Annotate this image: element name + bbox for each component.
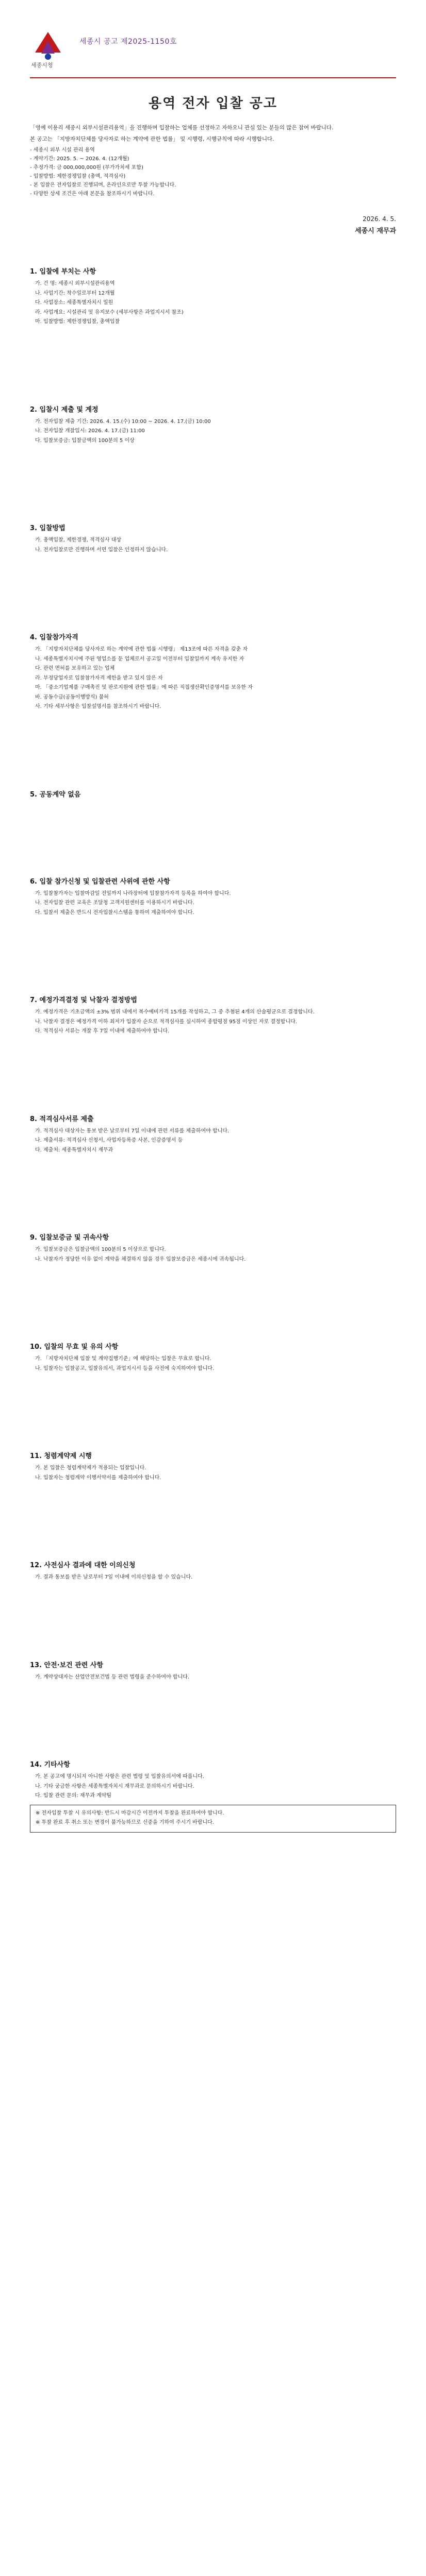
section: [30, 1450, 396, 1482]
section-item: 가. 「지방자치단체를 당사자로 하는 계약에 관한 법률 시행령」 제13조에 따른 자격을 갖춘 자: [35, 647, 248, 652]
section-item: 사. 기타 세부사항은 입찰설명서를 참조하시기 바랍니다.: [35, 704, 161, 709]
section-list: [30, 280, 396, 327]
notice-box-row: ※ 전자입찰 투찰 시 유의사항: 반드시 마감시간 이전까지 투찰을 완료하여야 합니다.: [36, 1810, 224, 1816]
section-item: 다. 관련 면허를 보유하고 있는 업체: [35, 666, 115, 671]
section-item: 가. 총액입찰, 제한경쟁, 적격심사 대상: [35, 537, 122, 543]
section-title: 13. 안전·보건 관련 사항: [30, 1661, 104, 1669]
section-title: 8. 적격심사서류 제출: [30, 1115, 94, 1123]
intro-item: - 다양한 상세 조건은 아래 본문을 참조하시기 바랍니다.: [30, 191, 155, 197]
section-item: 나. 전자입찰 관련 교육은 조달청 고객지원센터를 이용하시기 바랍니다.: [35, 900, 194, 906]
intro-paragraph-1: 「영예 이용리 세종시 외부시설관리용역」을 진행하며 입찰하는 업체를 선정하고 자하오니 관심 있는 분들의 많은 참여 바랍니다.: [30, 125, 334, 131]
section-item: 마. 「중소기업제품 구매촉진 및 판로지원에 관한 법률」에 따른 직접생산확인증명서를 보유한 자: [35, 685, 253, 690]
section-list: [30, 1773, 396, 1801]
section: [30, 1560, 396, 1582]
section-item: 가. 계약상대자는 산업안전보건법 등 관련 법령을 준수하여야 합니다.: [35, 1674, 190, 1680]
section-item: 나. 세종특별자치시에 주된 영업소를 둔 업체로서 공고일 이전부터 입찰일까지 계속 유지한 자: [35, 656, 244, 662]
notice-box-row: ※ 투찰 완료 후 취소 또는 변경이 불가능하므로 신중을 기하여 주시기 바랍니다.: [36, 1819, 214, 1825]
section-title: 4. 입찰참가자격: [30, 634, 78, 641]
section: [30, 994, 396, 1036]
section-item: 나. 낙찰자가 정당한 이유 없이 계약을 체결하지 않을 경우 입찰보증금은 세종시에 귀속됩니다.: [35, 1256, 246, 1262]
section-title: 3. 입찰방법: [30, 524, 65, 532]
section-title: 6. 입찰 참가신청 및 입찰관련 사위에 관한 사항: [30, 877, 170, 886]
intro-item: - 추정가격: 금 000,000,000원 (부가가치세 포함): [30, 165, 143, 171]
section: [30, 876, 396, 918]
intro: [30, 123, 396, 198]
notice-number: 세종시 공고 제2025-1150호: [79, 38, 177, 46]
section-item: 다. 입찰보증금: 입찰금액의 100분의 5 이상: [35, 437, 135, 444]
section: [30, 1113, 396, 1155]
section-item: 가. 예정가격은 기초금액의 ±3% 범위 내에서 복수예비가격 15개를 작성하고, 그 중 추첨된 4개의 산술평균으로 결정합니다.: [35, 1009, 315, 1015]
section-list: [30, 536, 396, 554]
section-list: [30, 1008, 396, 1036]
section-item: 가. 본 공고에 명시되지 아니한 사항은 관련 법령 및 입찰유의서에 따릅니다.: [35, 1774, 204, 1780]
section-item: 나. 기타 궁금한 사항은 세종특별자치시 재무과로 문의하시기 바랍니다.: [35, 1783, 194, 1789]
city-logo-icon: [30, 27, 66, 63]
section-item: 나. 사업기간: 착수일로부터 12개월: [35, 290, 115, 296]
section-item: 가. 결과 통보를 받은 날로부터 7일 이내에 이의신청을 할 수 있습니다.: [35, 1574, 193, 1580]
section: [30, 632, 396, 711]
page-title: 용역 전자 입찰 공고: [148, 96, 278, 111]
section: [30, 266, 396, 327]
intro-paragraph-2: 본 공고는 「지방자치단체를 당사자로 하는 계약에 관한 법률」 및 시행령, 시행규칙에 따라 시행합니다.: [30, 136, 274, 142]
section: [30, 522, 396, 554]
section-item: 가. 건 명: 세종시 외부시설관리용역: [35, 281, 115, 286]
intro-item: - 세종시 외부 시설 관리 용역: [30, 147, 95, 153]
intro-list: [30, 146, 396, 198]
sections-container: [30, 266, 396, 1801]
section-title: 9. 입찰보증금 및 귀속사항: [30, 1234, 109, 1242]
section-item: 다. 입찰서 제출은 반드시 전자입찰시스템을 통하여 제출하여야 합니다.: [35, 909, 194, 916]
section-list: [30, 1246, 396, 1264]
logo-label: 세종시청: [31, 62, 53, 69]
section: [30, 404, 396, 446]
section-item: 다. 제출처: 세종특별자치시 재무과: [35, 1147, 113, 1153]
section-list: [30, 890, 396, 918]
notice-date: 2026. 4. 5.: [363, 215, 396, 223]
section-list: [30, 1673, 396, 1682]
section: [30, 1232, 396, 1264]
section: [30, 1759, 396, 1801]
section-item: 다. 입찰 관련 문의: 재무과 계약팀: [35, 1793, 112, 1799]
section: [30, 1341, 396, 1373]
section: [30, 789, 396, 799]
section-item: 라. 사업개요: 시설관리 및 유지보수 (세부사항은 과업지시서 참조): [35, 309, 184, 315]
section-list: [30, 1127, 396, 1155]
section-item: 바. 공동수급(공동이행방식) 불허: [35, 694, 109, 700]
section-item: 나. 전자입찰로만 진행하며 서면 입찰은 인정하지 않습니다.: [35, 547, 168, 553]
section-item: 나. 입찰자는 청렴계약 이행서약서를 제출하여야 합니다.: [35, 1475, 161, 1481]
section-item: 가. 입찰참가자는 입찰마감일 전일까지 나라장터에 입찰참가자격 등록을 하여야 합니다.: [35, 890, 231, 896]
section-title: 2. 입찰시 제출 및 계정: [30, 405, 99, 414]
section-title: 11. 청렴계약제 시행: [30, 1452, 92, 1460]
section-item: 가. 입찰보증금은 입찰금액의 100분의 5 이상으로 합니다.: [35, 1247, 166, 1252]
intro-item: - 계약기간: 2025. 5. ~ 2026. 4. (12개월): [30, 156, 129, 162]
section-list: [30, 646, 396, 711]
section-title: 14. 기타사항: [30, 1761, 70, 1769]
section-item: 마. 입찰방법: 제한경쟁입찰, 총액입찰: [35, 319, 120, 325]
section-list: [30, 418, 396, 446]
section: [30, 1659, 396, 1682]
section-list: [30, 1464, 396, 1482]
section-title: 1. 입찰에 부치는 사항: [30, 268, 96, 276]
notice-box: [30, 1805, 396, 1833]
intro-item: - 본 입찰은 전자입찰로 진행되며, 온라인으로만 투찰 가능합니다.: [30, 182, 176, 188]
issuing-org: 세종시 재무과: [355, 227, 396, 235]
section-item: 가. 적격심사 대상자는 통보 받은 날로부터 7일 이내에 관련 서류를 제출하여야 합니다.: [35, 1128, 230, 1134]
section-item: 나. 제출서류: 적격심사 신청서, 사업자등록증 사본, 인감증명서 등: [35, 1138, 183, 1143]
section-item: 나. 낙찰자 결정은 예정가격 이하 최저가 입찰자 순으로 적격심사를 실시하여 종합평점 95점 이상인 자로 결정합니다.: [35, 1019, 297, 1025]
section-list: [30, 1355, 396, 1373]
header: [30, 0, 396, 78]
section-item: 라. 부정당업자로 입찰참가자격 제한을 받고 있지 않은 자: [35, 675, 163, 681]
section-item: 나. 전자입찰 개찰일시: 2026. 4. 17.(금) 11:00: [35, 428, 145, 434]
section-list: [30, 1573, 396, 1582]
section-item: 다. 적격심사 서류는 개찰 후 7일 이내에 제출하여야 합니다.: [35, 1028, 170, 1034]
section-item: 다. 사업장소: 세종특별자치시 일원: [35, 300, 113, 306]
section-item: 가. 전자입찰 제출 기간: 2026. 4. 15.(수) 10:00 ~ 2026. 4. 17.(금) 10:00: [35, 418, 211, 425]
section-title: 12. 사전심사 결과에 대한 이의신청: [30, 1562, 136, 1569]
section-item: 가. 본 입찰은 청렴계약제가 적용되는 입찰입니다.: [35, 1465, 146, 1471]
section-item: 가. 「지방자치단체 입찰 및 계약집행기준」에 해당하는 입찰은 무효로 합니다.: [35, 1356, 211, 1362]
intro-item: - 입찰방법: 제한경쟁입찰 (총액, 적격심사): [30, 174, 126, 179]
section-item: 나. 입찰자는 입찰공고, 입찰유의서, 과업지시서 등을 사전에 숙지하여야 합니다.: [35, 1365, 215, 1371]
section-title: 5. 공동계약 없음: [30, 790, 81, 799]
section-title: 7. 예정가격결정 및 낙찰자 결정방법: [30, 996, 137, 1004]
section-title: 10. 입찰의 무효 및 유의 사항: [30, 1343, 119, 1351]
